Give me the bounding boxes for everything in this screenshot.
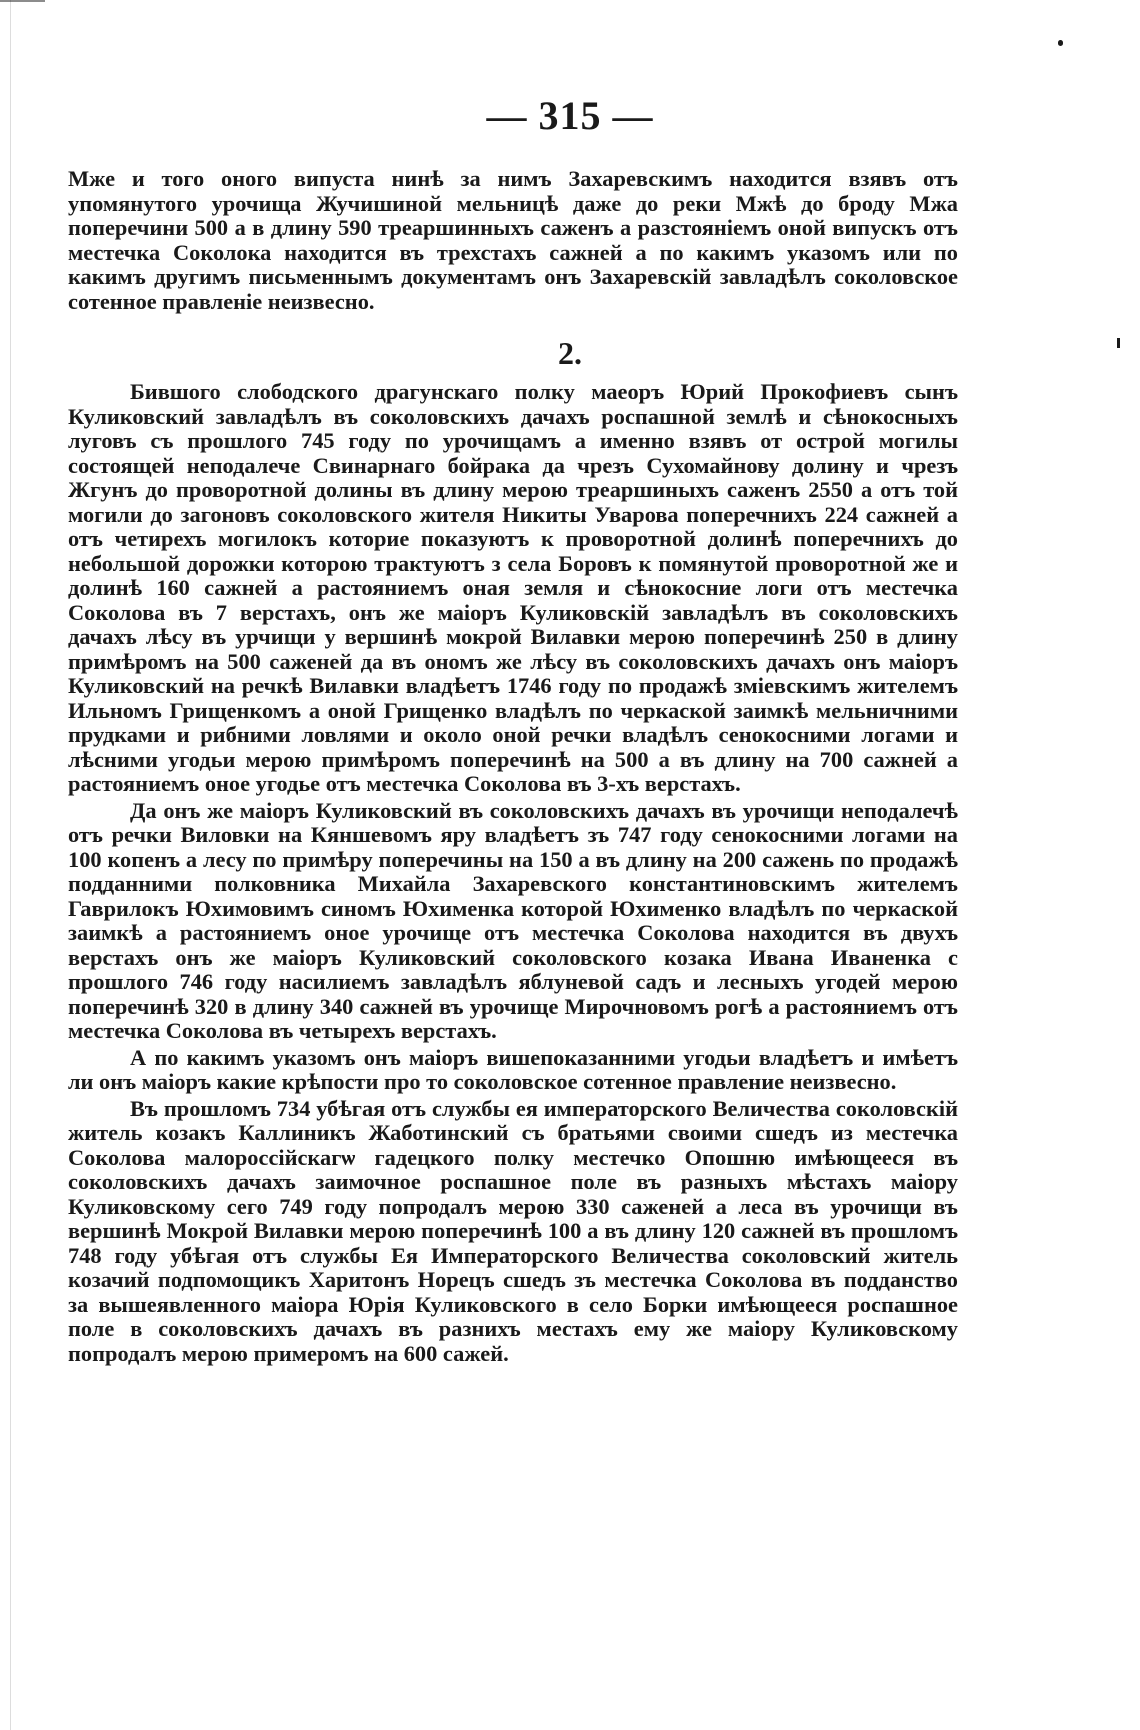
scan-edge-line — [10, 0, 11, 1730]
section-number: 2. — [558, 335, 582, 371]
scan-edge-line — [0, 0, 45, 2]
paragraph: Бившого слободского драгунскаго полку маеоръ Юрий Прокофиевъ сынъ Куликовский завладѣлъ въ соколовскихъ дачахъ роспашной землѣ и сѣнокосныхъ луговъ съ прошлого 745 году по урочищамъ а именно взявъ от острой могилы состоящей неподалече Свинарнаго бойрака да чрезъ Сухомайнову долину и чрезъ Жгунъ до проворотной долины въ длину мерою треаршиныхъ саженъ 2550 а отъ той могили до загоновъ соколовского жителя Никиты Уварова поперечнихъ 224 сажней а отъ четирехъ могилокъ которие показуютъ к проворотной долинѣ поперечнихъ до небольшой дорожки которою трактуютъ з села Боровъ к помянутой проворотной же и долинѣ 160 сажней а растояниемъ оная земля и сѣнокосние логи отъ местечка Соколова въ 7 верстахъ, онъ же маіоръ Куликовскій завладѣлъ въ соколовскихъ дачахъ лѣсу въ урчищи у вершинѣ мокрой Вилавки мерою поперечинѣ 250 в длину примѣромъ на 500 саженей да въ ономъ же лѣсу въ соколовскихъ дачахъ онъ маіоръ Куликовский на речкѣ Вилавки владѣетъ 1746 году по продажѣ зміевскимъ жителемъ Ильномъ Грищенкомъ а оной Грищенко владѣлъ по черкаской заимкѣ мельничними прудками и рибними ловлями и около оной речки владѣлъ сенокосними логами и лѣсними угодьи мерою примѣромъ поперечинѣ на 500 а въ длину на 700 сажней а растояниемъ оное угодье отъ местечка Соколова въ 3-хъ верстахъ. — [68, 379, 958, 796]
paragraph: Въ прошломъ 734 убѣгая отъ службы ея императорского Величества соколовскій житель козакъ Каллиникъ Жаботинский съ братьями своими сшедъ из местечка Соколова малороссійскагѡ гадецкого полку местечко Опошню имѣющееся въ соколовскихъ дачахъ заимочное роспашное поле въ разныхъ мѣстахъ маіору Куликовскому сего 749 году попродалъ мерою 330 саженей а леса въ урочищи въ вершинѣ Мокрой Вилавки мерою поперечинѣ 100 а въ длину 120 сажней въ прошломъ 748 году убѣгая отъ службы Ея Императорского Величества соколовский житель козачий подпомощикъ Харитонъ Норецъ сшедъ зъ местечка Соколова въ подданство за вышеявленного маіора Юрія Куликовского в село Борки имѣющееся роспашное поле в соколовскихъ дачахъ въ разнихъ местахъ ему же маіору Куликовскому попродалъ мерою примеромъ на 600 сажей. — [68, 1095, 958, 1366]
paragraph: Мже и того оного випуста нинѣ за нимъ Захаревскимъ находится взявъ отъ упомянутого урочища Жучишиной мельницѣ даже до реки Мжѣ до броду Мжа поперечини 500 а в длину 590 треаршинныхъ саженъ а разстояніемъ оной випускъ отъ местечка Соколока находится въ трехстахъ сажней а по какимъ указомъ или по какимъ другимъ письменнымъ документамъ онъ Захаревскій завладѣлъ соколовское сотенное правленіе неизвесно. — [68, 166, 958, 314]
page-number: — 315 — — [486, 93, 654, 138]
intro-text-block — [68, 167, 958, 314]
scan-speck — [1058, 40, 1063, 46]
scan-speck — [1117, 338, 1120, 348]
section-text-block — [68, 380, 958, 1366]
paragraph: Да онъ же маіоръ Куликовский въ соколовскихъ дачахъ въ урочищи неподалечѣ отъ речки Виловки на Кяншевомъ яру владѣетъ зъ 747 году сенокосними логами на 100 копенъ а лесу по примѣру поперечины на 150 а въ длину на 200 сажень по продажѣ подданними полковника Михайла Захаревского константиновскимъ жителемъ Гаврилокъ Юхимовимъ синомъ Юхименка которой Юхименко владѣлъ по черкаской заимкѣ а растояниемъ оное урочище отъ местечка Соколова находится въ двухъ верстахъ онъ же маіоръ Куликовский соколовского козака Ивана Иваненка с прошлого 746 году насилиемъ завладѣлъ яблуневой садъ и лесныхъ угодей мерою поперечинѣ 320 в длину 340 сажней въ урочище Мирочновомъ рогѣ а растояниемъ отъ местечка Соколова въ четырехъ верстахъ. — [68, 797, 958, 1043]
paragraph: А по какимъ указомъ онъ маіоръ вишепоказанними угодьи владѣетъ и имѣетъ ли онъ маіоръ какие крѣпости про то соколовское сотенное правление неизвесно. — [68, 1044, 958, 1094]
